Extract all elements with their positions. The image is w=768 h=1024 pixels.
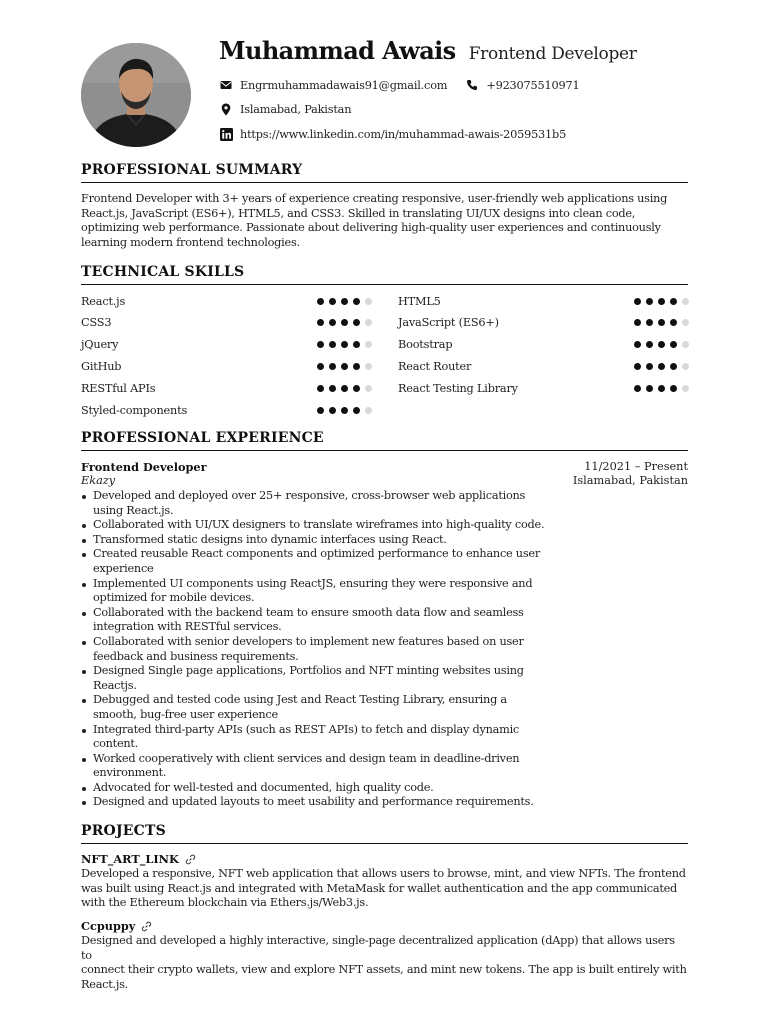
- rating-dot-filled: [329, 363, 336, 370]
- bullet-line: environment.: [93, 766, 167, 780]
- rating-dot-filled: [634, 385, 641, 392]
- rating-dot-filled: [670, 385, 677, 392]
- rating-dot-filled: [658, 341, 665, 348]
- experience-bullet: [81, 781, 551, 796]
- rating-dot-filled: [317, 298, 324, 305]
- skill-name: CSS3: [81, 316, 112, 330]
- project-line: React.js.: [81, 977, 129, 991]
- skill-rating: [317, 363, 372, 370]
- rating-dot-filled: [329, 298, 336, 305]
- skill-item: [81, 337, 372, 353]
- summary-heading: PROFESSIONAL SUMMARY: [81, 162, 688, 183]
- contact-linkedin-row: [219, 125, 566, 143]
- bullet-line: Integrated third-party APIs (such as REST APIs) to fetch and display dynamic: [93, 722, 520, 736]
- email-link[interactable]: Engrmuhammadawais91@gmail.com: [240, 78, 448, 92]
- experience-bullet: [81, 489, 551, 518]
- rating-dot-filled: [329, 407, 336, 414]
- rating-dot-filled: [353, 385, 360, 392]
- link-icon[interactable]: [141, 921, 152, 932]
- rating-dot-empty: [365, 407, 372, 414]
- bullet-line: content.: [93, 737, 139, 751]
- bullet-line: feedback and business requirements.: [93, 649, 299, 663]
- bullet-line: Transformed static designs into dynamic interfaces using React.: [93, 532, 447, 546]
- bullet-line: Collaborated with senior developers to implement new features based on user: [93, 634, 524, 648]
- bullet-line: Designed and updated layouts to meet usability and performance requirements.: [93, 795, 534, 809]
- rating-dot-filled: [341, 298, 348, 305]
- linkedin-link[interactable]: https://www.linkedin.com/in/muhammad-awais-2059531b5: [240, 127, 567, 141]
- skill-rating: [317, 341, 372, 348]
- rating-dot-filled: [658, 319, 665, 326]
- phone-icon: [465, 78, 479, 92]
- rating-dot-filled: [353, 363, 360, 370]
- skill-item: [398, 380, 689, 396]
- bullet-line: Worked cooperatively with client services and design team in deadline-driven: [93, 751, 520, 765]
- rating-dot-filled: [317, 385, 324, 392]
- experience-bullet: [81, 693, 551, 722]
- skills-heading: TECHNICAL SKILLS: [81, 264, 688, 285]
- bullet-line: Developed and deployed over 25+ responsive, cross-browser web applications: [93, 489, 526, 502]
- experience-heading: PROFESSIONAL EXPERIENCE: [81, 430, 688, 451]
- skill-name: jQuery: [81, 338, 119, 352]
- experience-bullet: [81, 635, 551, 664]
- rating-dot-filled: [341, 363, 348, 370]
- rating-dot-filled: [353, 341, 360, 348]
- experience-bullet: [81, 795, 551, 810]
- project-name-link[interactable]: Ccpuppy: [81, 919, 136, 933]
- rating-dot-filled: [329, 319, 336, 326]
- rating-dot-filled: [646, 341, 653, 348]
- rating-dot-filled: [329, 385, 336, 392]
- summary-text: [81, 192, 688, 250]
- skill-item: [81, 402, 372, 418]
- project-description: [81, 934, 688, 992]
- job-title: Frontend Developer: [81, 460, 207, 474]
- skill-name: JavaScript (ES6+): [398, 316, 499, 330]
- rating-dot-filled: [353, 298, 360, 305]
- rating-dot-empty: [682, 385, 689, 392]
- linkedin-icon: [219, 127, 233, 141]
- skill-rating: [317, 319, 372, 326]
- rating-dot-filled: [634, 319, 641, 326]
- contact-phone: [465, 78, 579, 92]
- project-title: [81, 919, 152, 933]
- skill-rating: [317, 298, 372, 305]
- bullet-line: Collaborated with UI/UX designers to translate wireframes into high-quality code.: [93, 518, 545, 532]
- rating-dot-empty: [365, 319, 372, 326]
- rating-dot-empty: [682, 298, 689, 305]
- job-role: Frontend Developer: [468, 44, 637, 64]
- rating-dot-filled: [341, 341, 348, 348]
- skill-item: [81, 315, 372, 331]
- rating-dot-filled: [658, 385, 665, 392]
- skill-item: [398, 293, 689, 309]
- rating-dot-filled: [658, 363, 665, 370]
- project-title: [81, 852, 196, 866]
- rating-dot-empty: [682, 319, 689, 326]
- skill-rating: [634, 385, 689, 392]
- rating-dot-empty: [682, 341, 689, 348]
- summary-line: optimizing web performance. Passionate about delivering high-quality user experiences and continuously: [81, 221, 661, 235]
- rating-dot-empty: [365, 385, 372, 392]
- experience-bullet: [81, 723, 551, 752]
- skill-rating: [317, 407, 372, 414]
- skill-name: Styled-components: [81, 403, 188, 417]
- full-name: Muhammad Awais: [219, 36, 456, 65]
- experience-bullet: [81, 606, 551, 635]
- skill-rating: [634, 341, 689, 348]
- skill-rating: [634, 319, 689, 326]
- rating-dot-empty: [365, 363, 372, 370]
- skill-name: HTML5: [398, 294, 441, 308]
- skill-item: [398, 358, 689, 374]
- project-name-link[interactable]: NFT_ART_LINK: [81, 852, 179, 866]
- rating-dot-filled: [329, 341, 336, 348]
- bullet-line: Designed Single page applications, Portfolios and NFT minting websites using: [93, 664, 524, 678]
- experience-bullet: [81, 518, 551, 533]
- rating-dot-filled: [317, 363, 324, 370]
- skill-name: RESTful APIs: [81, 381, 156, 395]
- project-line: Designed and developed a highly interactive, single-page decentralized application (dApp) that allows users to: [81, 934, 675, 962]
- bullet-line: Debugged and tested code using Jest and React Testing Library, ensuring a: [93, 693, 507, 707]
- bullet-line: smooth, bug-free user experience: [93, 707, 278, 721]
- rating-dot-filled: [646, 385, 653, 392]
- bullet-line: Implemented UI components using ReactJS, ensuring they were responsive and: [93, 576, 533, 590]
- rating-dot-filled: [317, 319, 324, 326]
- bullet-line: using React.js.: [93, 503, 174, 517]
- bullet-line: optimized for mobile devices.: [93, 591, 255, 605]
- rating-dot-filled: [670, 298, 677, 305]
- rating-dot-empty: [365, 298, 372, 305]
- skill-rating: [317, 385, 372, 392]
- project-line: connect their crypto wallets, view and explore NFT assets, and mint new tokens. The app is built entirely with: [81, 963, 687, 977]
- rating-dot-filled: [646, 298, 653, 305]
- bullet-line: Advocated for well-tested and documented, high quality code.: [93, 780, 434, 794]
- rating-dot-filled: [658, 298, 665, 305]
- rating-dot-filled: [341, 407, 348, 414]
- experience-bullet: [81, 547, 551, 576]
- rating-dot-filled: [634, 298, 641, 305]
- skill-rating: [634, 298, 689, 305]
- skill-item: [81, 380, 372, 396]
- project-line: with the Ethereum blockchain via Ethers.js/Web3.js.: [81, 896, 369, 910]
- rating-dot-filled: [646, 363, 653, 370]
- rating-dot-filled: [317, 341, 324, 348]
- skill-name: Bootstrap: [398, 338, 453, 352]
- envelope-icon: [219, 78, 233, 92]
- skill-rating: [634, 363, 689, 370]
- summary-line: React.js, JavaScript (ES6+), HTML5, and CSS3. Skilled in translating UI/UX designs into clean code,: [81, 206, 636, 220]
- rating-dot-filled: [317, 407, 324, 414]
- projects-heading: PROJECTS: [81, 823, 688, 844]
- experience-bullet: [81, 664, 551, 693]
- bullet-line: Created reusable React components and optimized performance to enhance user: [93, 547, 540, 561]
- company-name: Ekazy: [81, 474, 116, 487]
- summary-line: learning modern frontend technologies.: [81, 235, 300, 249]
- rating-dot-empty: [365, 341, 372, 348]
- rating-dot-filled: [670, 319, 677, 326]
- rating-dot-filled: [341, 319, 348, 326]
- bullet-line: Collaborated with the backend team to ensure smooth data flow and seamless: [93, 605, 524, 619]
- experience-bullet-list: [81, 489, 551, 810]
- skill-name: GitHub: [81, 359, 122, 373]
- skill-item: [81, 358, 372, 374]
- skill-name: React.js: [81, 294, 126, 308]
- rating-dot-filled: [670, 363, 677, 370]
- experience-bullet: [81, 577, 551, 606]
- project-line: Developed a responsive, NFT web application that allows users to browse, mint, and view NFTs. The frontend: [81, 867, 686, 880]
- map-pin-icon: [219, 102, 233, 116]
- skill-name: React Router: [398, 359, 472, 373]
- bullet-line: integration with RESTful services.: [93, 620, 282, 634]
- rating-dot-empty: [682, 363, 689, 370]
- rating-dot-filled: [341, 385, 348, 392]
- project-description: [81, 867, 688, 911]
- rating-dot-filled: [634, 363, 641, 370]
- location-text: Islamabad, Pakistan: [240, 102, 352, 116]
- experience-bullet: [81, 533, 551, 548]
- profile-photo: [81, 43, 191, 147]
- rating-dot-filled: [670, 341, 677, 348]
- job-location: Islamabad, Pakistan: [572, 474, 688, 487]
- job-dates: 11/2021 – Present: [584, 460, 688, 473]
- phone-number[interactable]: +923075510971: [486, 78, 580, 92]
- skill-name: React Testing Library: [398, 381, 518, 395]
- skill-item: [398, 337, 689, 353]
- experience-bullet: [81, 752, 551, 781]
- name-heading: [219, 36, 637, 65]
- bullet-line: Reactjs.: [93, 678, 137, 692]
- skill-item: [81, 293, 372, 309]
- bullet-line: experience: [93, 561, 154, 575]
- rating-dot-filled: [353, 319, 360, 326]
- contact-location-row: [219, 100, 351, 118]
- rating-dot-filled: [646, 319, 653, 326]
- rating-dot-filled: [353, 407, 360, 414]
- summary-line: Frontend Developer with 3+ years of experience creating responsive, user-friendly web applications using: [81, 192, 668, 205]
- link-icon[interactable]: [185, 854, 196, 865]
- contact-email-row: [219, 76, 579, 94]
- project-line: was built using React.js and integrated with MetaMask for wallet authentication and the app communicated: [81, 881, 678, 895]
- skill-item: [398, 315, 689, 331]
- rating-dot-filled: [634, 341, 641, 348]
